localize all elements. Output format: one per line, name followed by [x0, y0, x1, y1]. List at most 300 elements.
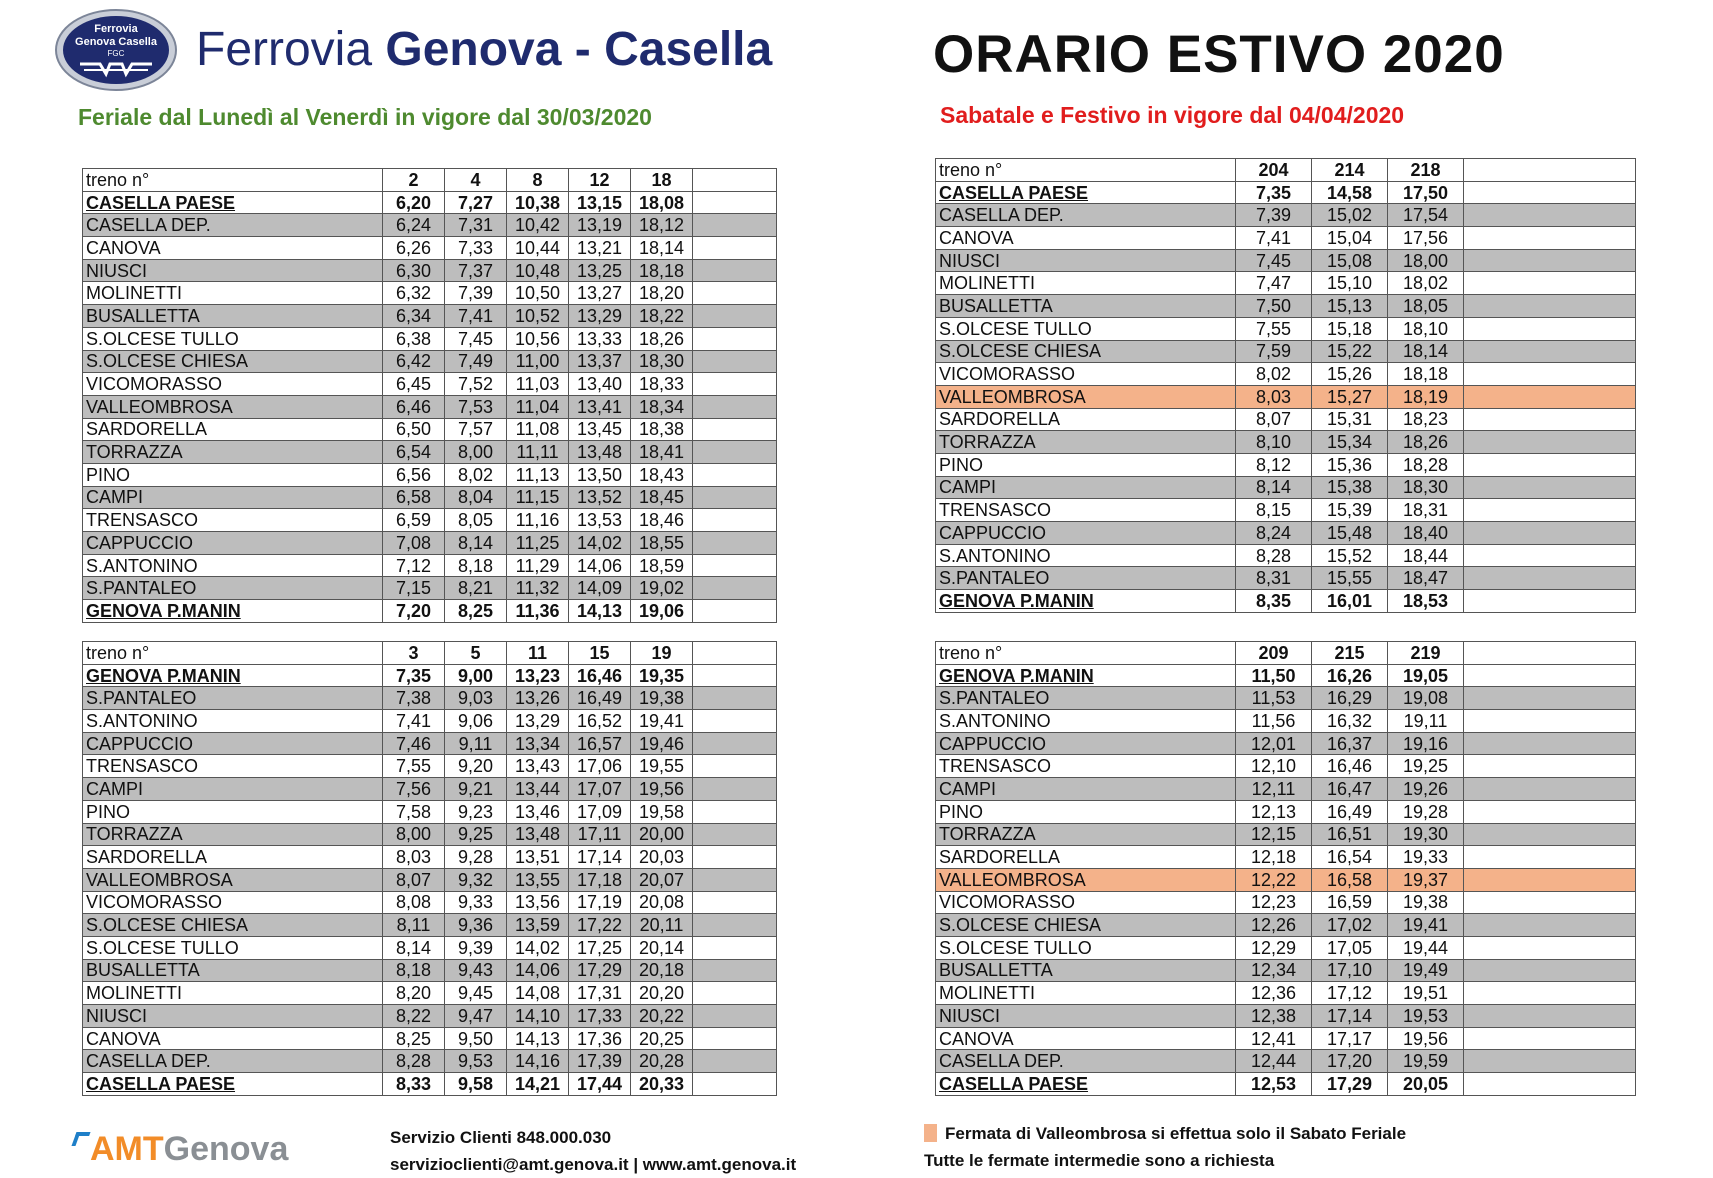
table-row — [83, 1073, 777, 1096]
train-number: 204 — [1236, 159, 1312, 182]
departure-time: 8,20 — [383, 982, 445, 1005]
departure-time: 17,19 — [569, 891, 631, 914]
departure-time: 18,46 — [631, 509, 693, 532]
table-row — [83, 868, 777, 891]
departure-time: 20,07 — [631, 868, 693, 891]
table-row — [936, 272, 1636, 295]
train-number: 218 — [1388, 159, 1464, 182]
station-name: PINO — [936, 453, 1236, 476]
table-row — [936, 476, 1636, 499]
departure-time: 11,15 — [507, 486, 569, 509]
departure-time: 12,15 — [1236, 823, 1312, 846]
empty-cell — [693, 282, 777, 305]
empty-cell — [1464, 295, 1636, 318]
empty-cell — [693, 441, 777, 464]
empty-cell — [1464, 846, 1636, 869]
departure-time: 8,10 — [1236, 431, 1312, 454]
departure-time: 6,59 — [383, 509, 445, 532]
empty-cell — [693, 982, 777, 1005]
empty-cell — [1464, 363, 1636, 386]
station-name: CAMPI — [83, 486, 383, 509]
departure-time: 9,11 — [445, 732, 507, 755]
station-name: GENOVA P.MANIN — [83, 664, 383, 687]
departure-time: 9,28 — [445, 846, 507, 869]
departure-time: 9,50 — [445, 1027, 507, 1050]
departure-time: 14,58 — [1312, 181, 1388, 204]
departure-time: 12,10 — [1236, 755, 1312, 778]
train-number: 19 — [631, 642, 693, 665]
departure-time: 18,40 — [1388, 522, 1464, 545]
departure-time: 17,06 — [569, 755, 631, 778]
departure-time: 8,00 — [445, 441, 507, 464]
departure-time: 13,46 — [507, 800, 569, 823]
table-row — [936, 227, 1636, 250]
amt-genova-logo — [74, 1130, 288, 1169]
empty-cell — [693, 509, 777, 532]
departure-time: 13,53 — [569, 509, 631, 532]
departure-time: 19,49 — [1388, 959, 1464, 982]
table-row — [83, 959, 777, 982]
table-row — [936, 590, 1636, 613]
departure-time: 8,03 — [1236, 385, 1312, 408]
departure-time: 17,07 — [569, 778, 631, 801]
departure-time: 8,00 — [383, 823, 445, 846]
departure-time: 16,29 — [1312, 687, 1388, 710]
station-name: MOLINETTI — [83, 282, 383, 305]
table-row — [83, 823, 777, 846]
departure-time: 18,05 — [1388, 295, 1464, 318]
departure-time: 16,59 — [1312, 891, 1388, 914]
departure-time: 20,18 — [631, 959, 693, 982]
departure-time: 18,22 — [631, 305, 693, 328]
departure-time: 19,02 — [631, 577, 693, 600]
departure-time: 18,41 — [631, 441, 693, 464]
table-row — [936, 1005, 1636, 1028]
customer-service-phone: Servizio Clienti 848.000.030 — [390, 1128, 612, 1147]
departure-time: 15,48 — [1312, 522, 1388, 545]
table-row — [83, 914, 777, 937]
empty-cell — [1464, 891, 1636, 914]
station-name: VALLEOMBROSA — [83, 395, 383, 418]
station-name: VICOMORASSO — [936, 363, 1236, 386]
departure-time: 7,27 — [445, 191, 507, 214]
departure-time: 8,02 — [1236, 363, 1312, 386]
station-name: NIUSCI — [936, 1005, 1236, 1028]
empty-cell — [693, 846, 777, 869]
departure-time: 7,41 — [1236, 227, 1312, 250]
station-name: CASELLA PAESE — [83, 191, 383, 214]
table-row — [83, 259, 777, 282]
table-row — [936, 755, 1636, 778]
departure-time: 16,47 — [1312, 778, 1388, 801]
legend — [924, 1120, 1406, 1174]
departure-time: 8,04 — [445, 486, 507, 509]
departure-time: 17,50 — [1388, 181, 1464, 204]
departure-time: 7,41 — [383, 710, 445, 733]
departure-time: 17,36 — [569, 1027, 631, 1050]
departure-time: 11,04 — [507, 395, 569, 418]
departure-time: 13,44 — [507, 778, 569, 801]
table-row — [936, 431, 1636, 454]
departure-time: 11,29 — [507, 554, 569, 577]
departure-time: 14,21 — [507, 1073, 569, 1096]
station-name: CAMPI — [936, 476, 1236, 499]
departure-time: 19,38 — [631, 687, 693, 710]
station-name: BUSALLETTA — [936, 295, 1236, 318]
train-number: 3 — [383, 642, 445, 665]
departure-time: 9,53 — [445, 1050, 507, 1073]
train-number: 11 — [507, 642, 569, 665]
departure-time: 19,35 — [631, 664, 693, 687]
departure-time: 14,02 — [507, 936, 569, 959]
departure-time: 13,27 — [569, 282, 631, 305]
departure-time: 15,36 — [1312, 453, 1388, 476]
empty-cell — [1464, 204, 1636, 227]
table-row — [936, 710, 1636, 733]
departure-time: 8,08 — [383, 891, 445, 914]
departure-time: 18,38 — [631, 418, 693, 441]
weekend-timetable-to-casella — [935, 641, 1636, 1096]
departure-time: 15,31 — [1312, 408, 1388, 431]
departure-time: 9,20 — [445, 755, 507, 778]
departure-time: 9,00 — [445, 664, 507, 687]
departure-time: 18,18 — [1388, 363, 1464, 386]
departure-time: 16,52 — [569, 710, 631, 733]
station-name: CANOVA — [83, 1027, 383, 1050]
departure-time: 19,41 — [631, 710, 693, 733]
departure-time: 13,21 — [569, 237, 631, 260]
brand-prefix: Ferrovia — [196, 23, 386, 76]
departure-time: 20,05 — [1388, 1073, 1464, 1096]
departure-time: 18,33 — [631, 373, 693, 396]
empty-cell — [1464, 227, 1636, 250]
station-name: S.ANTONINO — [83, 710, 383, 733]
departure-time: 19,44 — [1388, 936, 1464, 959]
departure-time: 13,45 — [569, 418, 631, 441]
train-number-label: treno n° — [83, 642, 383, 665]
departure-time: 18,26 — [631, 327, 693, 350]
departure-time: 7,50 — [1236, 295, 1312, 318]
table-row — [83, 755, 777, 778]
table-row — [936, 868, 1636, 891]
departure-time: 12,23 — [1236, 891, 1312, 914]
departure-time: 19,28 — [1388, 800, 1464, 823]
table-row — [83, 687, 777, 710]
empty-cell — [693, 687, 777, 710]
departure-time: 13,51 — [507, 846, 569, 869]
departure-time: 16,46 — [569, 664, 631, 687]
empty-cell — [1464, 590, 1636, 613]
departure-time: 14,10 — [507, 1005, 569, 1028]
empty-cell — [1464, 823, 1636, 846]
departure-time: 17,17 — [1312, 1027, 1388, 1050]
station-name: TORRAZZA — [936, 823, 1236, 846]
table-row — [83, 778, 777, 801]
table-row — [83, 732, 777, 755]
table-row — [936, 317, 1636, 340]
departure-time: 11,56 — [1236, 710, 1312, 733]
departure-time: 18,14 — [1388, 340, 1464, 363]
station-name: CASELLA DEP. — [83, 1050, 383, 1073]
departure-time: 6,54 — [383, 441, 445, 464]
departure-time: 15,13 — [1312, 295, 1388, 318]
departure-time: 19,46 — [631, 732, 693, 755]
departure-time: 10,42 — [507, 214, 569, 237]
table-row — [83, 664, 777, 687]
departure-time: 7,38 — [383, 687, 445, 710]
empty-cell — [1464, 710, 1636, 733]
departure-time: 20,28 — [631, 1050, 693, 1073]
departure-time: 14,09 — [569, 577, 631, 600]
table-row — [83, 1050, 777, 1073]
departure-time: 6,32 — [383, 282, 445, 305]
table-row — [936, 914, 1636, 937]
departure-time: 17,11 — [569, 823, 631, 846]
table-row — [83, 214, 777, 237]
departure-time: 18,18 — [631, 259, 693, 282]
empty-cell — [1464, 340, 1636, 363]
departure-time: 17,39 — [569, 1050, 631, 1073]
departure-time: 19,11 — [1388, 710, 1464, 733]
departure-time: 8,33 — [383, 1073, 445, 1096]
empty-cell — [693, 868, 777, 891]
empty-cell — [1464, 936, 1636, 959]
departure-time: 16,37 — [1312, 732, 1388, 755]
departure-time: 7,33 — [445, 237, 507, 260]
table-row — [936, 936, 1636, 959]
departure-time: 11,32 — [507, 577, 569, 600]
empty-cell — [1464, 642, 1636, 665]
departure-time: 19,33 — [1388, 846, 1464, 869]
empty-cell — [693, 327, 777, 350]
departure-time: 17,14 — [569, 846, 631, 869]
table-row — [936, 846, 1636, 869]
departure-time: 10,44 — [507, 237, 569, 260]
empty-cell — [693, 642, 777, 665]
departure-time: 6,58 — [383, 486, 445, 509]
empty-cell — [1464, 453, 1636, 476]
departure-time: 13,29 — [507, 710, 569, 733]
table-row — [936, 453, 1636, 476]
station-name: NIUSCI — [83, 1005, 383, 1028]
table-row — [83, 710, 777, 733]
table-row — [83, 1005, 777, 1028]
table-row — [936, 567, 1636, 590]
departure-time: 9,06 — [445, 710, 507, 733]
train-number: 12 — [569, 169, 631, 192]
departure-time: 20,33 — [631, 1073, 693, 1096]
departure-time: 7,46 — [383, 732, 445, 755]
departure-time: 17,31 — [569, 982, 631, 1005]
departure-time: 8,07 — [383, 868, 445, 891]
departure-time: 9,47 — [445, 1005, 507, 1028]
departure-time: 7,31 — [445, 214, 507, 237]
departure-time: 6,20 — [383, 191, 445, 214]
departure-time: 19,26 — [1388, 778, 1464, 801]
season-title: ORARIO ESTIVO 2020 — [933, 25, 1505, 84]
departure-time: 19,37 — [1388, 868, 1464, 891]
empty-cell — [1464, 778, 1636, 801]
table-row — [83, 237, 777, 260]
departure-time: 14,13 — [507, 1027, 569, 1050]
empty-cell — [1464, 1050, 1636, 1073]
departure-time: 16,01 — [1312, 590, 1388, 613]
station-name: S.ANTONINO — [936, 544, 1236, 567]
departure-time: 13,29 — [569, 305, 631, 328]
empty-cell — [1464, 385, 1636, 408]
departure-time: 8,05 — [445, 509, 507, 532]
departure-time: 7,45 — [1236, 249, 1312, 272]
logo-text-3: FGC — [107, 49, 125, 58]
table-row — [936, 687, 1636, 710]
departure-time: 19,58 — [631, 800, 693, 823]
departure-time: 11,13 — [507, 463, 569, 486]
departure-time: 17,54 — [1388, 204, 1464, 227]
departure-time: 7,37 — [445, 259, 507, 282]
empty-cell — [693, 914, 777, 937]
empty-cell — [693, 214, 777, 237]
station-name: TORRAZZA — [83, 823, 383, 846]
departure-time: 10,48 — [507, 259, 569, 282]
table-row — [83, 936, 777, 959]
empty-cell — [693, 959, 777, 982]
train-number: 209 — [1236, 642, 1312, 665]
empty-cell — [1464, 755, 1636, 778]
station-name: S.PANTALEO — [83, 577, 383, 600]
departure-time: 12,38 — [1236, 1005, 1312, 1028]
departure-time: 18,02 — [1388, 272, 1464, 295]
empty-cell — [693, 191, 777, 214]
station-name: CASELLA DEP. — [936, 1050, 1236, 1073]
station-name: CANOVA — [83, 237, 383, 260]
table-row — [936, 181, 1636, 204]
table-row — [83, 418, 777, 441]
departure-time: 20,08 — [631, 891, 693, 914]
station-name: S.ANTONINO — [83, 554, 383, 577]
table-row — [83, 1027, 777, 1050]
train-number-label: treno n° — [936, 642, 1236, 665]
table-row — [83, 463, 777, 486]
departure-time: 17,22 — [569, 914, 631, 937]
departure-time: 17,18 — [569, 868, 631, 891]
departure-time: 18,30 — [631, 350, 693, 373]
departure-time: 16,57 — [569, 732, 631, 755]
departure-time: 12,34 — [1236, 959, 1312, 982]
station-name: S.OLCESE CHIESA — [83, 350, 383, 373]
departure-time: 9,45 — [445, 982, 507, 1005]
departure-time: 13,26 — [507, 687, 569, 710]
departure-time: 11,08 — [507, 418, 569, 441]
table-row — [83, 846, 777, 869]
departure-time: 11,36 — [507, 600, 569, 623]
station-name: CASELLA PAESE — [83, 1073, 383, 1096]
departure-time: 8,28 — [1236, 544, 1312, 567]
departure-time: 7,45 — [445, 327, 507, 350]
departure-time: 15,02 — [1312, 204, 1388, 227]
departure-time: 16,46 — [1312, 755, 1388, 778]
departure-time: 12,26 — [1236, 914, 1312, 937]
table-row — [83, 532, 777, 555]
departure-time: 17,44 — [569, 1073, 631, 1096]
departure-time: 10,50 — [507, 282, 569, 305]
departure-time: 7,12 — [383, 554, 445, 577]
departure-time: 12,01 — [1236, 732, 1312, 755]
empty-cell — [1464, 499, 1636, 522]
station-name: CAPPUCCIO — [936, 732, 1236, 755]
empty-cell — [1464, 249, 1636, 272]
table-row — [83, 509, 777, 532]
departure-time: 16,54 — [1312, 846, 1388, 869]
departure-time: 11,50 — [1236, 664, 1312, 687]
table-row — [83, 891, 777, 914]
departure-time: 15,18 — [1312, 317, 1388, 340]
station-name: CAPPUCCIO — [936, 522, 1236, 545]
empty-cell — [1464, 408, 1636, 431]
departure-time: 13,59 — [507, 914, 569, 937]
departure-time: 16,58 — [1312, 868, 1388, 891]
train-number: 214 — [1312, 159, 1388, 182]
departure-time: 18,00 — [1388, 249, 1464, 272]
departure-time: 8,14 — [383, 936, 445, 959]
departure-time: 8,11 — [383, 914, 445, 937]
table-row — [83, 800, 777, 823]
contact-info — [390, 1124, 796, 1178]
empty-cell — [693, 259, 777, 282]
train-number: 15 — [569, 642, 631, 665]
empty-cell — [1464, 522, 1636, 545]
departure-time: 13,25 — [569, 259, 631, 282]
table-row — [83, 395, 777, 418]
empty-cell — [693, 823, 777, 846]
station-name: PINO — [83, 800, 383, 823]
departure-time: 8,07 — [1236, 408, 1312, 431]
train-number: 219 — [1388, 642, 1464, 665]
departure-time: 8,28 — [383, 1050, 445, 1073]
weekend-subtitle: Sabatale e Festivo in vigore dal 04/04/2020 — [940, 102, 1405, 128]
station-name: CAMPI — [936, 778, 1236, 801]
departure-time: 13,43 — [507, 755, 569, 778]
station-name: CANOVA — [936, 1027, 1236, 1050]
empty-cell — [1464, 664, 1636, 687]
table-row — [936, 800, 1636, 823]
empty-cell — [693, 1005, 777, 1028]
departure-time: 12,22 — [1236, 868, 1312, 891]
empty-cell — [1464, 914, 1636, 937]
departure-time: 13,23 — [507, 664, 569, 687]
departure-time: 18,14 — [631, 237, 693, 260]
empty-cell — [693, 577, 777, 600]
empty-cell — [693, 418, 777, 441]
departure-time: 8,14 — [1236, 476, 1312, 499]
departure-time: 15,04 — [1312, 227, 1388, 250]
table-row — [936, 1050, 1636, 1073]
departure-time: 15,27 — [1312, 385, 1388, 408]
departure-time: 20,22 — [631, 1005, 693, 1028]
departure-time: 19,38 — [1388, 891, 1464, 914]
departure-time: 18,59 — [631, 554, 693, 577]
departure-time: 20,20 — [631, 982, 693, 1005]
train-number: 8 — [507, 169, 569, 192]
empty-cell — [693, 1027, 777, 1050]
departure-time: 7,59 — [1236, 340, 1312, 363]
empty-cell — [693, 373, 777, 396]
station-name: NIUSCI — [936, 249, 1236, 272]
brand-route: Genova - Casella — [385, 23, 773, 76]
departure-time: 16,26 — [1312, 664, 1388, 687]
station-name: S.OLCESE TULLO — [83, 936, 383, 959]
empty-cell — [693, 755, 777, 778]
table-row — [83, 191, 777, 214]
